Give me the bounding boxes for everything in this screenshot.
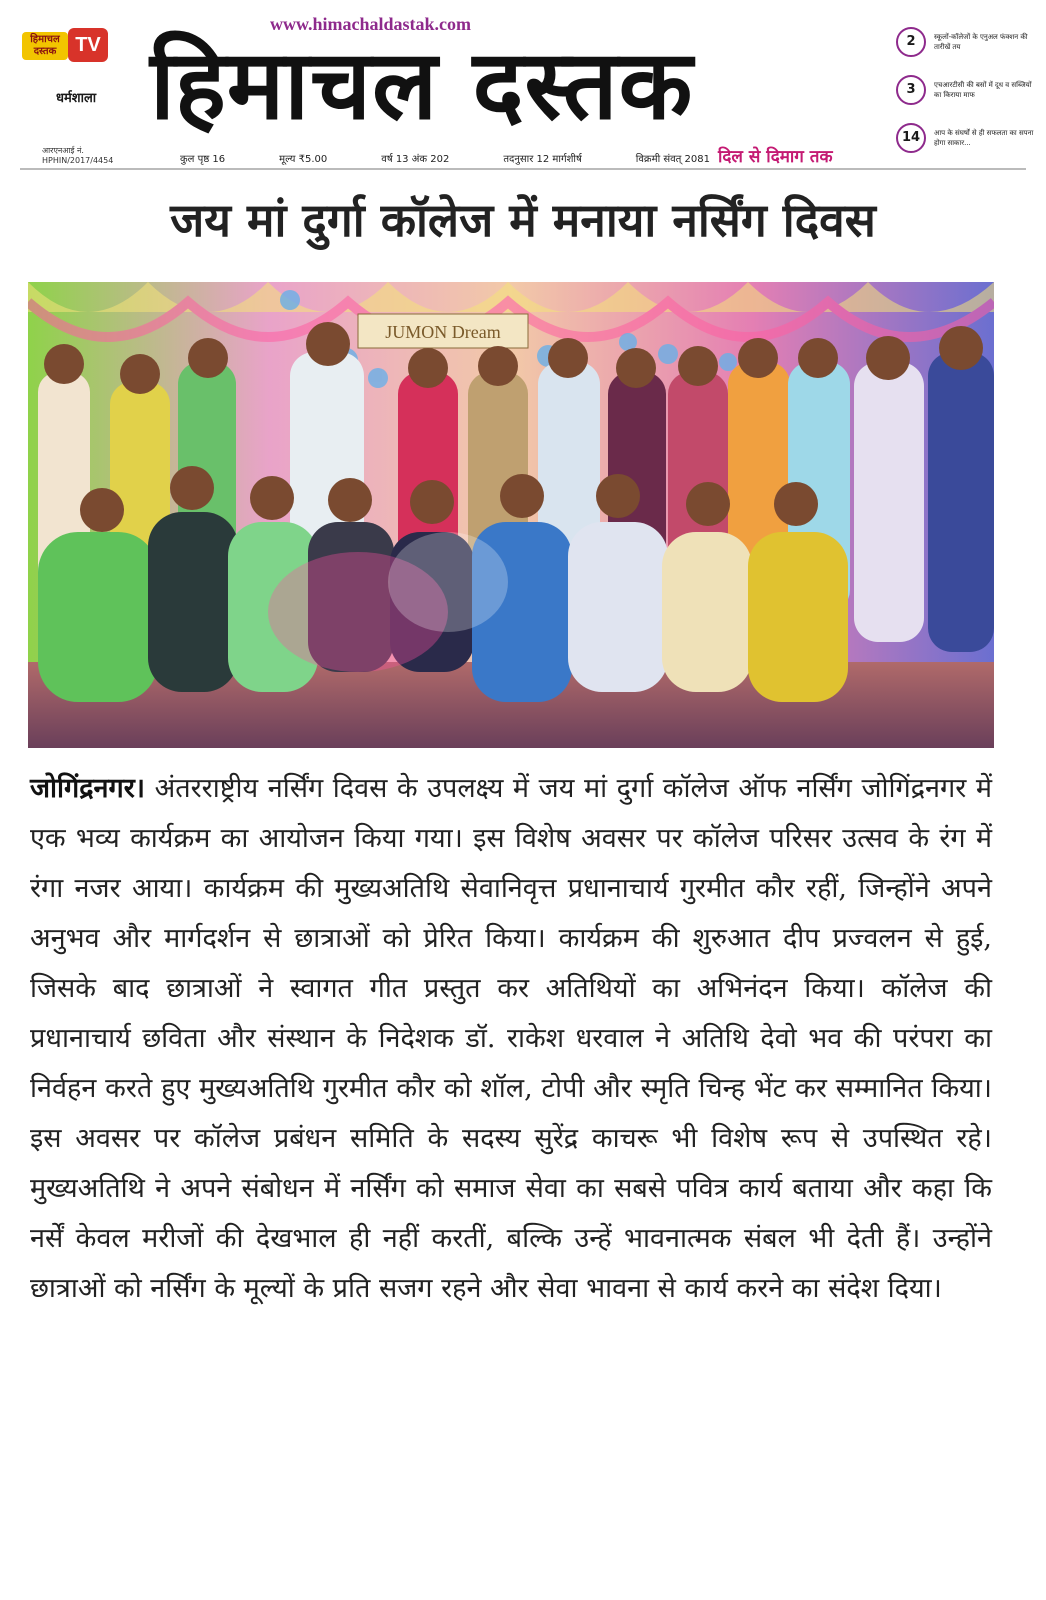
registration-number: आरएनआई नं. HPHIN/2017/4454 bbox=[42, 146, 114, 165]
logo-tv-badge: TV bbox=[68, 28, 108, 62]
banner-text: JUMON Dream bbox=[385, 322, 501, 342]
index-item[interactable] bbox=[896, 18, 1036, 66]
index-teaser: स्कूलों-कॉलेजों के एनुअल फंक्शन की तारीखें तय bbox=[934, 33, 1028, 51]
logo-small-text: हिमाचल दस्तक bbox=[22, 32, 68, 60]
masthead bbox=[0, 0, 1046, 180]
edition-city: धर्मशाला bbox=[56, 91, 97, 106]
group-photo bbox=[28, 282, 994, 748]
newspaper-title: हिमाचल दस्तक bbox=[150, 29, 694, 141]
total-pages: कुल पृष्ठ 16 bbox=[180, 154, 226, 165]
price: मूल्य ₹5.00 bbox=[279, 154, 328, 165]
himachal-dastak-tv-logo[interactable] bbox=[22, 28, 108, 64]
article-body bbox=[30, 764, 992, 1314]
index-item[interactable] bbox=[896, 114, 1036, 162]
vikram-samvat: विक्रमी संवत् 2081 bbox=[635, 154, 710, 165]
hindi-date: तदनुसार 12 मार्गशीर्ष bbox=[503, 154, 582, 165]
masthead-divider bbox=[20, 168, 1026, 170]
index-teaser: आप के संघर्षों से ही सफलता का सपना होगा साकार... bbox=[934, 129, 1034, 147]
article-paragraph bbox=[30, 764, 992, 1314]
article-text: अंतरराष्ट्रीय नर्सिंग दिवस के उपलक्ष्य में जय मां दुर्गा कॉलेज ऑफ नर्सिंग जोगिंद्रनगर में एक भव्य कार्यक्रम का आयोजन किया गया। इस विशेष अवसर पर कॉलेज परिसर उत्सव के रंग में रंगा नजर आया। कार्यक्रम की मुख्यअतिथि सेवानिवृत्त प्रधानाचार्य गुरमीत कौर रहीं, जिन्होंने अपने अनुभव और मार्गदर्शन से छात्राओं को प्रेरित किया। कार्यक्रम की शुरुआत दीप प्रज्वलन से हुई, जिसके बाद छात्राओं ने स्वागत गीत प्रस्तुत कर अतिथियों का अभिनंदन किया। कॉलेज की प्रधानाचार्य छविता और संस्थान के निदेशक डॉ. राकेश धरवाल ने अतिथि देवो भव की परंपरा का निर्वहन करते हुए मुख्यअतिथि गुरमीत कौर को शॉल, टोपी और स्मृति चिन्ह भेंट कर सम्मानित किया। इस अवसर पर कॉलेज प्रबंधन समिति के सदस्य सुरेंद्र काचरू भी विशेष रूप से उपस्थित रहे। मुख्यअतिथि ने अपने संबोधन में नर्सिंग को समाज सेवा का सबसे पवित्र कार्य बताया और कहा कि नर्सें केवल मरीजों की देखभाल ही नहीं करतीं, बल्कि उन्हें भावनात्मक संबल भी देती हैं। उन्होंने छात्राओं को नर्सिंग के मूल्यों के प्रति सजग रहने और सेवा भावना से कार्य करने का संदेश दिया। bbox=[30, 773, 992, 1304]
index-page-number: 14 bbox=[896, 123, 926, 153]
website-url[interactable]: www.himachaldastak.com bbox=[270, 14, 472, 34]
index-page-number: 2 bbox=[896, 27, 926, 57]
index-page-number: 3 bbox=[896, 75, 926, 105]
index-teaser: एचआरटीसी की बसों में दूध व सब्जियों का किराया माफ bbox=[934, 81, 1032, 99]
year-issue: वर्ष 13 अंक 202 bbox=[381, 154, 450, 165]
article-headline: जय मां दुर्गा कॉलेज में मनाया नर्सिंग दिवस bbox=[170, 193, 876, 247]
page-index bbox=[896, 18, 1036, 162]
dateline: जोगिंद्रनगर। bbox=[30, 773, 146, 804]
tagline: दिल से दिमाग तक bbox=[718, 147, 833, 167]
issue-info-line bbox=[180, 151, 710, 165]
index-item[interactable] bbox=[896, 66, 1036, 114]
